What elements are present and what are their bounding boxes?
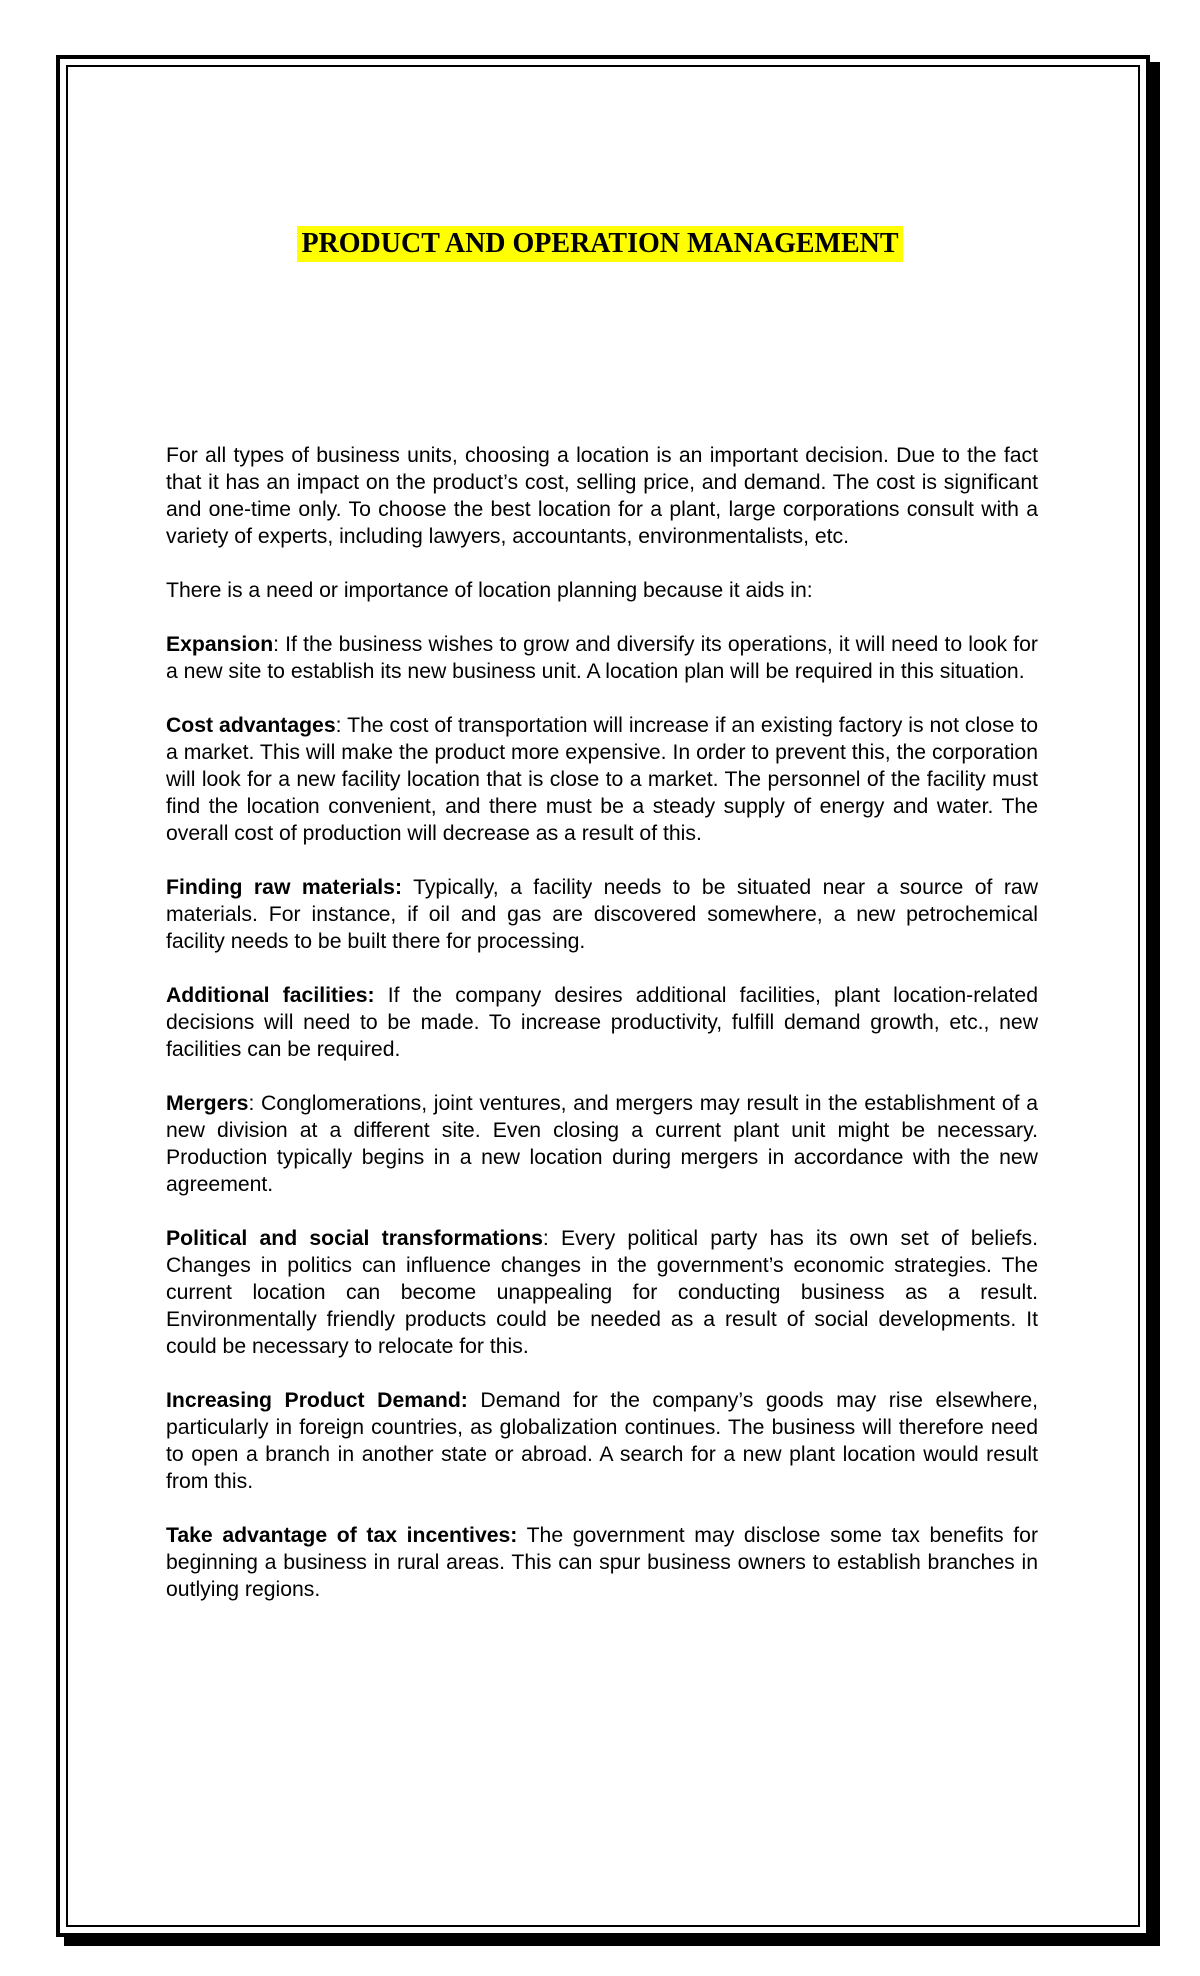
section-separator: : <box>273 633 280 656</box>
section-separator: : <box>248 1092 255 1115</box>
section-increasing-demand <box>166 1387 1038 1495</box>
section-term: Take advantage of tax incentives: <box>166 1524 518 1547</box>
section-separator: : <box>542 1227 549 1250</box>
lead-in-paragraph: There is a need or importance of location planning because it aids in: <box>166 579 813 602</box>
section-term: Finding raw materials: <box>166 876 402 899</box>
section-text: Conglomerations, joint ventures, and mergers may result in the establishment of a new division at a different site. Even closing a current plant unit might be necessary. Production typically begins in a new location during mergers in accordance with the new agreement. <box>166 1092 1038 1196</box>
section-finding-raw-materials <box>166 874 1038 955</box>
section-tax-incentives <box>166 1522 1038 1603</box>
section-term: Mergers <box>166 1092 249 1115</box>
page-title: PRODUCT AND OPERATION MANAGEMENT <box>297 226 902 262</box>
section-text: The government may disclose some tax benefits for beginning a business in rural areas. This can spur business owners to establish branches in outlying regions. <box>166 1524 1039 1601</box>
section-additional-facilities <box>166 982 1038 1063</box>
section-text: If the business wishes to grow and diversify its operations, it will need to look for a new site to establish its new business unit. A location plan will be required in this situation. <box>166 633 1038 683</box>
section-expansion <box>166 631 1038 685</box>
section-text: The cost of transportation will increase if an existing factory is not close to a market. This will make the product more expensive. In order to prevent this, the corporation will look for a new facility location that is close to a market. The personnel of the facility must find the location convenient, and there must be a steady supply of energy and water. The overall cost of production will decrease as a result of this. <box>166 714 1038 845</box>
document-body <box>166 442 1038 1630</box>
section-term: Increasing Product Demand: <box>166 1389 468 1412</box>
section-text: Typically, a facility needs to be situated near a source of raw materials. For instance, if oil and gas are discovered somewhere, a new petrochemical facility needs to be built there for processing. <box>166 876 1038 953</box>
section-political-social <box>166 1225 1038 1360</box>
section-term: Political and social transformations <box>166 1227 543 1250</box>
section-term: Additional facilities: <box>166 984 375 1007</box>
intro-paragraph: For all types of business units, choosing a location is an important decision. Due to the fact that it has an impact on the product’s cost, selling price, and demand. The cost is significant and one-time only. To choose the best location for a plant, large corporations consult with a variety of experts, including lawyers, accountants, environmentalists, etc. <box>166 444 1038 548</box>
section-mergers <box>166 1090 1038 1198</box>
section-text: Demand for the company’s goods may rise elsewhere, particularly in foreign countries, as globalization continues. The business will therefore need to open a branch in another state or abroad. A search for a new plant location would result from this. <box>166 1389 1038 1493</box>
section-cost-advantages <box>166 712 1038 847</box>
section-text: Every political party has its own set of beliefs. Changes in politics can influence changes in the government’s economic strategies. The current location can become unappealing for conducting business as a result. Environmentally friendly products could be needed as a result of social developments. It could be necessary to relocate for this. <box>166 1227 1038 1358</box>
section-separator: : <box>335 714 342 737</box>
title-container <box>0 226 1200 262</box>
section-text: If the company desires additional facilities, plant location-related decisions will need to be made. To increase productivity, fulfill demand growth, etc., new facilities can be required. <box>166 984 1038 1061</box>
section-term: Expansion <box>166 633 274 656</box>
section-term: Cost advantages <box>166 714 336 737</box>
